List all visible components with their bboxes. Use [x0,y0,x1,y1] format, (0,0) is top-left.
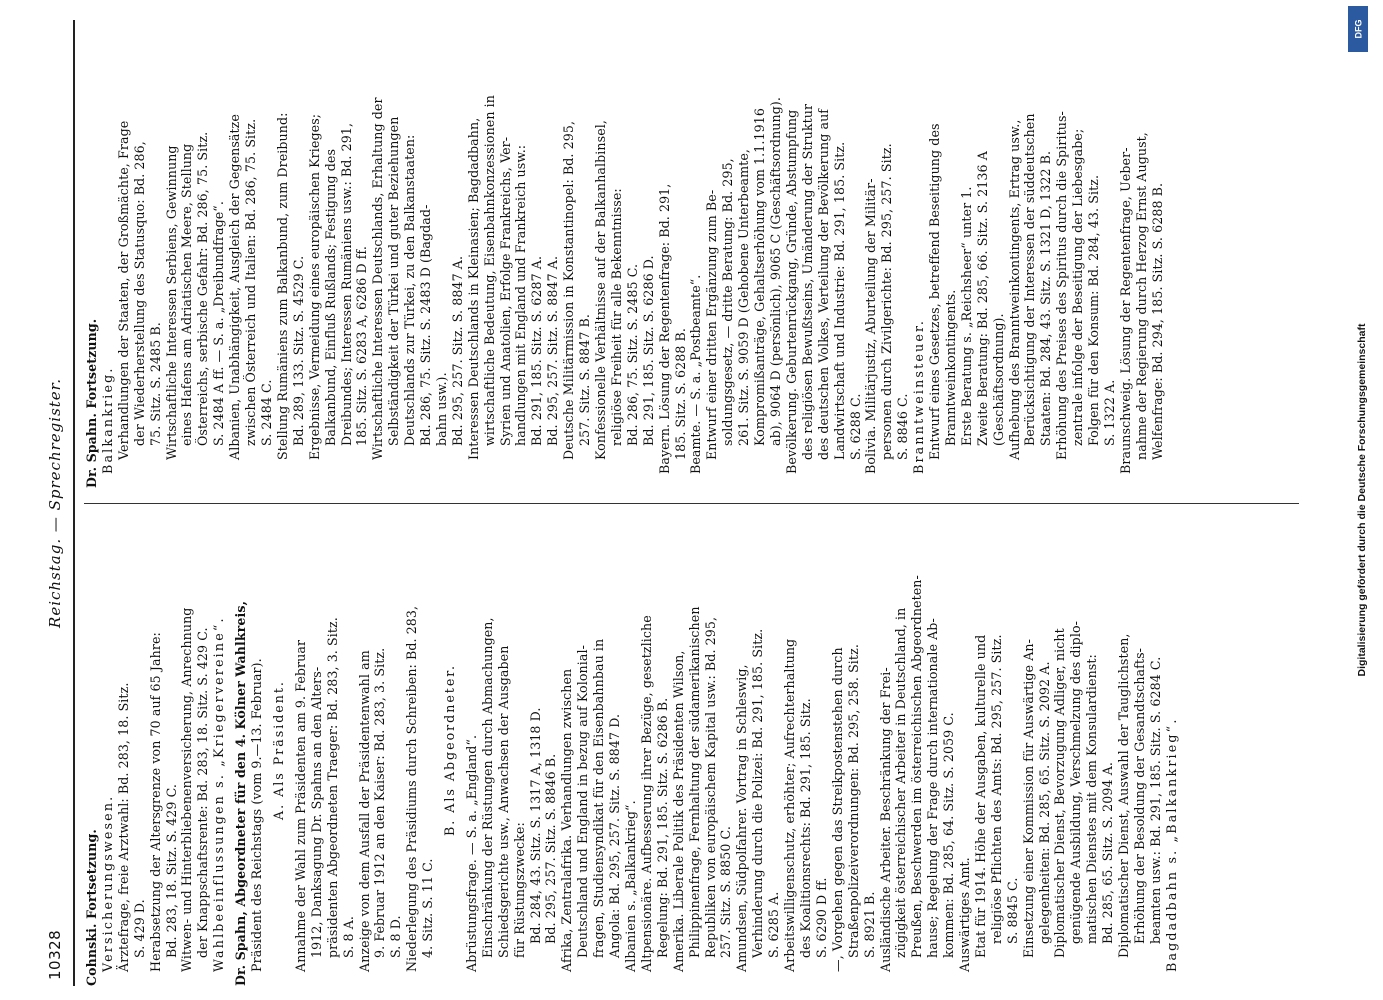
index-entry-line: Herabsetzung der Altersgrenze von 70 auf 65 Jahre: [147,632,163,972]
index-entry-line: Annahme der Wahl zum Präsidenten am 9. Februar [292,639,308,972]
index-entry-line: Staaten: Bd. 284, 43. Sitz. S. 1321 D, 1322 B. [1038,150,1054,446]
index-entry-line: Verhandlungen der Staaten, der Großmächte, Frage [115,120,131,460]
index-entry-line: Einsetzung einer Kommission für Auswärtige An- [1020,639,1036,958]
index-entry-line: Erste Beratung s. „Reichsheer“ unter 1. [958,186,974,446]
index-entry-line: Philippinenfrage, Fernhaltung der südamerikanischen [686,606,702,958]
digitization-credit [1340,0,1383,1000]
index-entry-line: der Wiederherstellung des Statusquo: Bd. 286, [131,141,147,446]
index-entry-line: Bd. 285, 65. Sitz. S. 2094 A. [1100,762,1116,944]
index-entry-line: Entwurf einer dritten Ergänzung zum Be- [704,189,720,460]
index-entry-line: für Rüstungszwecke: [511,822,527,958]
index-entry-line: nahme der Regierung durch Herzog Ernst August, [1133,132,1149,460]
index-entry-line: (Geschäftsordnung). [990,313,1006,446]
index-entry-line: Amerika. Liberale Politik des Präsidenten Wilson, [670,650,686,972]
index-entry-line: Albanien, Unabhängigkeit, Ausgleich der Gegensätze [227,114,243,460]
index-entry-line: Braunschweig. Lösung der Regentenfrage, Ueber- [1117,147,1133,474]
right-column [84,20,1304,488]
index-entry-line: wirtschaftliche Bedeutung, Eisenbahnkonzessionen in [481,94,497,446]
index-entry-line: Bd. 283, 18. Sitz. S. 429 C. [163,784,179,958]
index-entry-line: Ergebnisse, Vermeidung eines europäischen Krieges; [306,113,322,460]
index-entry-line: Stellung Rumäniens zum Balkanbund, zum Dreibund: [274,112,290,460]
index-entry-line: religiöse Pflichten des Amts: Bd. 295, 257. Sitz. [988,634,1004,944]
index-entry-line: 1912, Danksagung Dr. Spahns an den Alters- [308,666,324,958]
index-entry-line: Versicherungswesen. [99,794,115,972]
index-entry-line: S. 6288 C. [847,393,863,460]
left-column [84,514,1304,986]
index-entry-line: der Knappschaftsrente: Bd. 283, 18. Sitz. S. 429 C. [195,627,211,958]
index-entry-line: Landwirtschaft und Industrie: Bd. 291, 185. Sitz. [831,141,847,460]
index-entry-line: kommen: Bd. 285, 64. Sitz. S. 2059 C. [941,712,957,958]
index-entry-line: Bd. 295, 257. Sitz. S. 8847 A. [449,255,465,446]
index-entry-line: ab), 9064 D (persönlich), 9065 C (Geschäftsordnung). [767,96,783,446]
index-entry-line: Erhöhung der Besoldung der Gesandtschafts- [1132,647,1147,944]
index-entry-line: Preußen, Beschwerden im österreichischen Abgeordneten- [909,575,925,958]
index-entry-line: 257. Sitz. S. 8847 B. [577,314,593,446]
page-number: 10328 [46,929,64,980]
index-entry-line: Bayern. Lösung der Regentenfrage: Bd. 291, [656,183,672,474]
index-entry-line: zwischen Österreich und Italien: Bd. 286, 75. Sitz. [243,118,259,446]
index-entry-line: genügende Ausbildung, Verschmelzung des diplo- [1068,621,1084,944]
speaker-heading: Dr. Spahn, Abgeordneter für den 4. Kölner Wahlkreis, [233,600,249,986]
index-entry-line: personen durch Zivilgerichte: Bd. 295, 257. Sitz. [879,143,895,460]
index-entry-line: Amundsen, Südpolfahrer. Vortrag in Schleswig, [734,664,750,972]
index-entry-line: Österreichs, serbische Gefahr: Bd. 286, 75. Sitz. [195,131,211,446]
index-entry-line: S. 429 D. [131,899,147,958]
index-entry-line: präsidenten Abgeordneten Traeger: Bd. 283, 3. Sitz. [324,617,340,958]
index-entry-line: 4. Sitz. S. 11 C. [420,858,436,958]
index-entry-line: des deutschen Volkes, Verteilung der Bevölkerung auf [815,108,831,460]
dfg-logo: DFG [1348,6,1368,52]
index-entry-line: hause; Regelung der Frage durch internationale Ab- [925,618,941,958]
page-title: Reichstag. — Sprechregister. [46,378,64,628]
index-entry-line: Deutschlands zur Türkei, zu den Balkanstaaten: [402,134,418,446]
index-entry-line: Balkanbund, Einfluß Rußlands; Festigung des [322,148,338,446]
index-entry-line: S. 2484 C. [258,379,274,446]
index-entry-line: religiöse Freiheit für alle Bekenntnisse: [608,188,624,446]
index-entry-line: Präsident des Reichstags (vom 9.—13. Februar). [249,658,265,972]
index-entry-line: 185. Sitz. S. 6288 B. [672,328,688,460]
index-entry-line: Zweite Beratung: Bd. 285, 66. Sitz. S. 2136 A [974,151,990,446]
index-entry-line: Beamte. — S. a. „Postbeamte“. [688,274,704,474]
speaker-heading: Cohnski. Fortsetzung. [84,829,99,986]
index-entry-line: Welfenfrage: Bd. 294, 185. Sitz. S. 6288 B. [1149,182,1165,460]
index-entry-line: Verhinderung durch die Polizei: Bd. 291, 185. Sitz. [750,628,766,958]
index-entry-line: 9. Februar 1912 an den Kaiser: Bd. 283, 3. Sitz. [372,647,388,958]
index-entry-line: Wirtschaftliche Interessen Serbiens, Gewinnung [163,145,179,460]
index-entry-line: 75. Sitz. S. 2485 B. [147,322,163,446]
index-entry-line: Ausländische Arbeiter. Beschränkung der Frei- [877,667,893,972]
index-entry-line: Wirtschaftliche Interessen Deutschlands, Erhaltung der [370,97,386,460]
index-entry-line: soldungsgesetz, — dritte Beratung: Bd. 295, [720,158,736,446]
index-entry-line: Bagdadbahn s. „Balkankrieg“. [1163,717,1179,972]
index-entry-line: Syrien und Anatolien, Erfolge Frankreichs, Ver- [497,136,513,446]
index-entry-line: Dreibundes; Interessen Rumäniens usw.: Bd. 291, [338,122,354,446]
index-entry-line: Bevölkerung. Geburtenrückgang, Gründe, Abstumpfung [783,109,799,474]
index-entry-line: S. 6285 A. [766,891,782,958]
index-entry-line: Entwurf eines Gesetzes, betreffend Beseitigung des [927,123,943,460]
credit-text: Digitalisierung gefördert durch die Deutsche Forschungsgemeinschaft [1355,323,1368,677]
index-entry-line: Straßenpolizeiverordnungen: Bd. 295, 258. Sitz. [845,644,861,958]
index-entry-line: 257. Sitz. S. 8850 C. [718,826,734,958]
index-entry-line: beamten usw.: Bd. 291, 185. Sitz. S. 6284 C. [1147,656,1163,944]
index-entry-line: Kompromißanträge, Gehaltserhöhung vom 1.1.1916 [752,108,768,446]
index-entry-line: Folgen für den Konsum: Bd. 284, 43. Sitz. [1086,174,1102,446]
index-entry-line: Angola: Bd. 295, 257. Sitz. S. 8847 D. [607,713,623,958]
index-entry-line: S. 1322 A. [1102,379,1117,446]
index-entry-line: Niederlegung des Präsidiums durch Schreiben: Bd. 283, [404,605,420,972]
index-entry-line: fragen, Studiensyndikat für den Eisenbahnbau in [591,638,607,958]
index-entry-line: S. 8845 C. [1004,877,1020,944]
index-entry-line: Witwen- und Hinterbliebenenversicherung, Anrechnung [179,607,195,972]
index-entry-line: S. 2484 A ff. — S. a. „Dreibundfrage“. [211,201,227,446]
index-entry-line: bahn usw.). [433,372,449,446]
index-entry-line: Bolivia. Militärjustiz, Aburteilung der Militär- [863,178,879,474]
index-entry-line: Diplomatischer Dienst, Auswahl der Tauglichsten, [1116,633,1132,958]
index-entry-line: Ärztefrage, freie Arztwahl: Bd. 283, 18. Sitz. [115,682,131,972]
index-entry-line: 185. Sitz. S. 6283 A, 6286 D ff. [354,246,370,446]
index-entry-line: Anzeige von dem Ausfall der Präsidentenwahl am [356,650,372,972]
index-entry-line: handlungen mit England und Frankreich usw.: [513,144,529,446]
index-entry-line: Branntweinsteuer. [911,318,927,474]
index-entry-line: zügigkeit österreichischer Arbeiter in Deutschland, in [893,607,909,958]
index-entry-line: Abrüstungsfrage. — S. a. „England“. [463,734,479,972]
index-entry-line: matischen Dienstes mit dem Konsulardienst: [1084,654,1100,944]
index-entry-line: Bd. 286, 75. Sitz. S. 2485 C. [624,263,640,446]
index-entry-line: eines Hafens am Adriatischen Meere, Stellung [179,143,195,446]
index-entry-line: Republiken von europäischem Kapital usw.: Bd. 295, [702,616,718,958]
index-entry-line: Wahlbeeinflussungen s. „Kriegervereine“. [211,616,227,972]
index-entry-line: gelegenheiten: Bd. 285, 65. Sitz. S. 2092 A. [1036,661,1052,944]
column-divider [84,503,1299,504]
index-entry-line: S. 8921 B. [861,891,877,958]
index-entry-line: Diplomatischer Dienst, Bevorzugung Adliger, nicht [1052,628,1068,958]
index-entry-line: Afrika, Zentralafrika. Verhandlungen zwischen [559,668,575,972]
index-entry-line: Altpensionäre. Aufbesserung ihrer Bezüge, gesetzliche [638,615,654,972]
index-entry-line: Deutsche Militärmission in Konstantinopel: Bd. 295, [561,120,577,460]
index-entry-line: Albanien s. „Balkankrieg“. [623,800,638,972]
index-entry-line: Aufhebung des Branntweinkontingents, Ertrag usw., [1006,119,1022,460]
index-entry-line: Interessen Deutschlands in Kleinasien; Bagdadbahn, [465,117,481,460]
index-entry-line: A. Als Präsident. [270,680,286,820]
index-entry-line: Auswärtiges Amt. [957,857,973,972]
index-entry-line: Berücksichtigung der Interessen der süddeutschen [1022,113,1038,446]
index-entry-line: S. 6290 D ff. [813,877,829,958]
index-entry-line: des religiösen Bewußtseins, Umänderung der Struktur [799,103,815,460]
index-entry-line: 261. Sitz. S. 9059 D (Gehobene Unterbeamte, [736,149,752,446]
index-entry-line: Einschränkung der Rüstungen durch Abmachungen, [479,617,495,958]
index-entry-line: S. 8 A. [340,916,356,958]
index-entry-line: S. 8846 C. [895,393,911,460]
index-entry-line: —, Vorgehen gegen das Streikpostenstehen durch [829,647,845,972]
index-entry-line: Bd. 289, 133. Sitz. S. 4529 C. [290,255,306,446]
index-entry-line: Arbeitswilligenschutz, erhöhter; Aufrechterhaltung [782,638,798,972]
header-rule [73,20,75,986]
index-entry-line: Konfessionelle Verhältnisse auf der Balkanhalbinsel, [593,120,608,460]
speaker-heading: Dr. Spahn. Fortsetzung. [84,318,99,488]
index-entry-line: Regelung: Bd. 291, 185. Sitz. S. 6286 B. [654,697,670,958]
index-entry-line: Schiedsgerichte usw., Anwachsen der Ausgaben [495,645,511,958]
index-entry-line: Bd. 295, 257. Sitz. S. 8846 B. [543,753,559,944]
page-header [44,20,70,986]
index-entry-line: Bd. 291, 185. Sitz. S. 6286 D. [640,255,656,446]
index-entry-line: Bd. 291, 185. Sitz. S. 6287 A. [529,255,545,446]
index-entry-line: Erhöhung des Preises des Spiritus durch die Spiritus- [1054,111,1070,460]
index-entry-line: des Koalitionsrechts: Bd. 291, 185. Sitz. [797,698,813,958]
index-entry-line: Balkankrieg. [99,366,115,474]
index-entry-line: zentrale infolge der Beseitigung der Liebesgabe; [1070,128,1086,446]
index-entry-line: B. Als Abgeordneter. [442,664,458,836]
index-entry-line: Etat für 1914. Höhe der Ausgaben, kulturelle und [972,634,988,958]
index-entry-line: S. 8 D. [388,915,404,958]
index-entry-line: Deutschland und England in bezug auf Kolonial- [575,645,591,958]
index-entry-line: Bd. 286, 75. Sitz. S. 2483 D (Bagdad- [418,204,434,446]
index-entry-line: Bd. 284, 43. Sitz. S. 1317 A, 1318 D. [527,707,543,944]
index-entry-line: Branntweinkontingents. [942,289,958,446]
index-entry-line: Selbständigkeit der Türkei und guter Beziehungen [386,116,402,446]
index-entry-line: Bd. 295, 257. Sitz. S. 8847 A. [545,255,561,446]
